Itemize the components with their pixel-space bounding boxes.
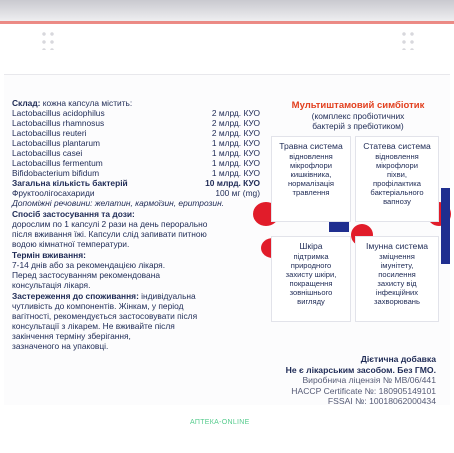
quadrant-line: відновлення bbox=[289, 152, 333, 161]
symbiotic-subtitle-2: бактерій з пребіотиком) bbox=[312, 121, 404, 131]
manufacturer-info bbox=[286, 354, 436, 407]
quadrant-text bbox=[359, 152, 435, 206]
term-line: Перед застосуванням рекомендована bbox=[12, 270, 160, 280]
quadrant-line: профілактика bbox=[373, 179, 421, 188]
term-heading: Термін вживання: bbox=[12, 250, 86, 260]
term-text bbox=[12, 260, 260, 290]
warning-line: зазначеного на упаковці. bbox=[12, 341, 109, 351]
strain-name: Lactobacillus fermentum bbox=[12, 158, 103, 168]
total-label: Загальна кількість бактерій bbox=[12, 178, 128, 188]
strain-row bbox=[12, 168, 260, 178]
quadrant-line: покращення bbox=[289, 279, 333, 288]
warnings-first: індивідуальна bbox=[138, 291, 196, 301]
term-line: 7-14 днів або за рекомендацією лікаря. bbox=[12, 260, 166, 270]
strain-name: Lactobacillus rhamnosus bbox=[12, 118, 105, 128]
quadrant-line: вигляду bbox=[297, 297, 325, 306]
quadrant-title: Імунна система bbox=[365, 241, 429, 251]
strain-row bbox=[12, 128, 260, 138]
symbiotic-title: Мультиштамовий симбіотик bbox=[291, 100, 425, 111]
strain-amount: 1 млрд. КУО bbox=[211, 138, 260, 148]
strain-name: Bifidobacterium bifidum bbox=[12, 168, 100, 178]
fssai-number: FSSAI №: 10018062000434 bbox=[327, 396, 436, 406]
quadrant-title: Травна система bbox=[279, 141, 343, 151]
quadrant-title: Шкіра bbox=[299, 241, 323, 251]
strain-row bbox=[12, 148, 260, 158]
composition-section bbox=[12, 98, 260, 351]
strain-row bbox=[12, 138, 260, 148]
strain-name: Lactobacillus plantarum bbox=[12, 138, 100, 148]
quadrant-line: посилення bbox=[378, 270, 416, 279]
benefits-grid bbox=[265, 136, 450, 322]
quadrant-line: зовнішнього bbox=[289, 288, 333, 297]
prebiotic-name: Фруктоолігосахариди bbox=[12, 188, 95, 198]
usage-heading: Спосіб застосування та дози: bbox=[12, 209, 135, 219]
composition-intro: кожна капсула містить: bbox=[40, 98, 133, 108]
usage-line: водою кімнатної температури. bbox=[12, 239, 130, 249]
quadrant-line: захисту від bbox=[377, 279, 417, 288]
quadrant-line: захворювань bbox=[374, 297, 420, 306]
quadrant-line: захисту шкіри, bbox=[285, 270, 337, 279]
quadrant-skin bbox=[271, 236, 351, 322]
license-number: Виробнича ліцензія № МВ/06/441 bbox=[302, 375, 436, 385]
quadrant-line: інфекційних bbox=[375, 288, 419, 297]
quadrant-line: мікрофлори bbox=[376, 161, 418, 170]
quadrant-reproductive bbox=[355, 136, 439, 222]
strain-row bbox=[12, 158, 260, 168]
usage-text bbox=[12, 219, 260, 249]
blue-accent-bar bbox=[441, 188, 450, 264]
warnings-heading: Застереження до споживання: bbox=[12, 291, 139, 301]
strain-amount: 1 млрд. КУО bbox=[211, 158, 260, 168]
decorative-dots bbox=[400, 30, 416, 50]
quadrant-immune bbox=[355, 236, 439, 322]
strain-name: Lactobacillus acidophilus bbox=[12, 108, 105, 118]
strain-row bbox=[12, 118, 260, 128]
composition-heading: Склад: bbox=[12, 98, 41, 108]
warning-line: закінчення терміну зберігання, bbox=[12, 331, 131, 341]
strain-amount: 2 млрд. КУО bbox=[211, 118, 260, 128]
watermark: АПТЕКА-ONLINE bbox=[190, 419, 250, 426]
quadrant-line: вапнозу bbox=[383, 197, 411, 206]
strain-list bbox=[12, 108, 260, 178]
blue-accent-bar bbox=[329, 222, 349, 232]
strain-amount: 2 млрд. КУО bbox=[211, 128, 260, 138]
haccp-number: HACCP Certificate №: 180905149101 bbox=[291, 385, 436, 396]
quadrant-text bbox=[275, 252, 347, 306]
quadrant-line: піхви, bbox=[387, 170, 407, 179]
warning-line: вагітності, рекомендується застосовувати після bbox=[12, 311, 198, 321]
quadrant-line: травлення bbox=[292, 188, 330, 197]
quadrant-line: мікрофлори bbox=[290, 161, 332, 170]
strain-amount: 2 млрд. КУО bbox=[211, 108, 260, 118]
decorative-dots bbox=[40, 30, 56, 50]
excipients: Допоміжні речовини: желатин, кармоїзин, еритрозин. bbox=[12, 198, 224, 208]
symbiotic-header bbox=[264, 100, 444, 131]
warnings-text bbox=[12, 301, 260, 351]
quadrant-line: імунітету, bbox=[380, 261, 414, 270]
usage-line: після вживання їжі. Капсули слід запивати питною bbox=[12, 229, 207, 239]
top-package-band bbox=[0, 0, 454, 24]
quadrant-line: природного bbox=[290, 261, 332, 270]
not-medicine-label: Не є лікарським засобом. Без ГМО. bbox=[285, 364, 436, 375]
quadrant-text bbox=[275, 152, 347, 197]
quadrant-line: підтримка bbox=[293, 252, 329, 261]
quadrant-line: кишківника, bbox=[290, 170, 332, 179]
supplement-label: Дієтична добавка bbox=[360, 354, 436, 364]
warning-line: консультації з лікарем. Не вживайте після bbox=[12, 321, 175, 331]
quadrant-line: зміцнення bbox=[379, 252, 415, 261]
symbiotic-subtitle-1: (комплекс пробіотичних bbox=[311, 111, 405, 121]
quadrant-line: нормалізація bbox=[287, 179, 335, 188]
strain-amount: 1 млрд. КУО bbox=[211, 148, 260, 158]
quadrant-title: Статева система bbox=[363, 141, 431, 151]
quadrant-line: відновлення bbox=[375, 152, 419, 161]
strain-name: Lactobacillus reuteri bbox=[12, 128, 87, 138]
total-value: 10 млрд. КУО bbox=[205, 178, 260, 188]
quadrant-text bbox=[359, 252, 435, 306]
usage-line: дорослим по 1 капсулі 2 рази на день перорально bbox=[12, 219, 208, 229]
warning-line: чутливість до компонентів. Жінкам, у період bbox=[12, 301, 184, 311]
strain-amount: 1 млрд. КУО bbox=[211, 168, 260, 178]
strain-name: Lactobacillus casei bbox=[12, 148, 83, 158]
prebiotic-amount: 100 мг (mg) bbox=[215, 188, 260, 198]
quadrant-line: бактеріального bbox=[370, 188, 424, 197]
quadrant-digestive bbox=[271, 136, 351, 222]
term-line: консультація лікаря. bbox=[12, 280, 91, 290]
strain-row bbox=[12, 108, 260, 118]
